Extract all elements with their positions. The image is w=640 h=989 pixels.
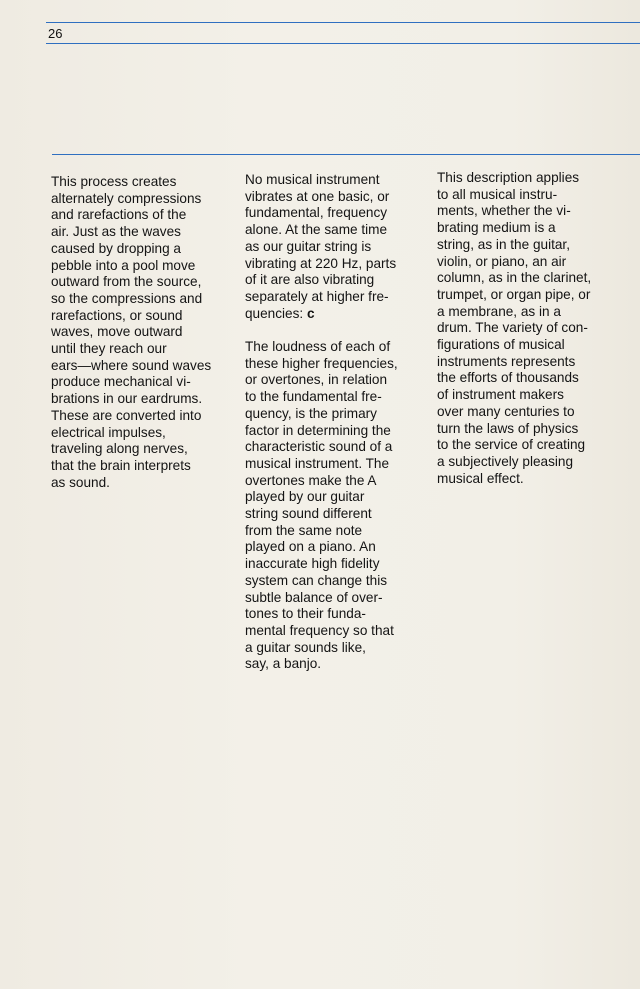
text-line: alone. At the same time bbox=[245, 222, 388, 238]
text-line: and rarefactions of the bbox=[51, 207, 187, 223]
header-rule bbox=[46, 22, 640, 23]
text-line: This process creates bbox=[51, 174, 177, 189]
text-line: column, as in the clarinet, bbox=[437, 270, 592, 286]
text-line: mental frequency so that bbox=[245, 622, 394, 638]
text-line: the efforts of thousands bbox=[437, 370, 579, 386]
text-line: caused by dropping a bbox=[51, 240, 181, 256]
text-line: string sound different bbox=[245, 506, 372, 522]
text-line: No musical instrument bbox=[245, 172, 380, 187]
text-line: rarefactions, or sound bbox=[51, 307, 183, 323]
text-line: tones to their funda- bbox=[245, 606, 366, 622]
section-rule bbox=[52, 154, 640, 155]
text-line: The loudness of each of bbox=[245, 339, 391, 355]
text-line: system can change this bbox=[245, 572, 388, 588]
text-line: drum. The variety of con- bbox=[437, 320, 588, 336]
text-line: inaccurate high fidelity bbox=[245, 556, 380, 572]
text-line: as sound. bbox=[51, 474, 110, 490]
text-line: pebble into a pool move bbox=[51, 257, 196, 273]
text-line: to all musical instru- bbox=[437, 186, 558, 202]
text-line: to the service of creating bbox=[437, 437, 586, 453]
text-column-1 bbox=[51, 174, 231, 508]
text-line: This description applies bbox=[437, 170, 580, 185]
text-line: fundamental, frequency bbox=[245, 205, 388, 221]
text-line: brating medium is a bbox=[437, 220, 556, 236]
text-line: vibrates at one basic, or bbox=[245, 188, 390, 204]
text-line: subtle balance of over- bbox=[245, 589, 383, 605]
text-line: figurations of musical bbox=[437, 337, 565, 353]
text-line: ears—where sound waves bbox=[51, 357, 212, 373]
text-line: of instrument makers bbox=[437, 387, 564, 403]
text-line: brations in our eardrums. bbox=[51, 391, 203, 407]
paragraph bbox=[245, 339, 425, 673]
text-line: played by our guitar bbox=[245, 489, 365, 505]
text-line: traveling along nerves, bbox=[51, 441, 188, 457]
text-line: of it are also vibrating bbox=[245, 272, 375, 288]
paragraph bbox=[51, 174, 231, 491]
text-line: a subjectively pleasing bbox=[437, 453, 574, 469]
paragraph bbox=[245, 172, 425, 322]
text-line: violin, or piano, an air bbox=[437, 253, 567, 269]
text-line: These are converted into bbox=[51, 407, 202, 423]
text-line: a guitar sounds like, bbox=[245, 639, 366, 655]
page-number: 26 bbox=[48, 26, 63, 41]
text-column-2 bbox=[245, 172, 425, 690]
header-rule-lower bbox=[46, 43, 640, 44]
text-line: these higher frequencies, bbox=[245, 355, 398, 371]
text-line: string, as in the guitar, bbox=[437, 236, 570, 252]
text-line: produce mechanical vi- bbox=[51, 374, 191, 390]
text-line: overtones make the A bbox=[245, 472, 377, 488]
text-line: electrical impulses, bbox=[51, 424, 166, 440]
text-line: a membrane, as in a bbox=[437, 303, 561, 319]
text-line: ments, whether the vi- bbox=[437, 203, 571, 219]
text-line: quency, is the primary bbox=[245, 405, 377, 421]
text-line: instruments represents bbox=[437, 353, 576, 369]
paragraph bbox=[437, 170, 622, 487]
text-line: vibrating at 220 Hz, parts bbox=[245, 255, 397, 271]
text-line: that the brain interprets bbox=[51, 457, 191, 473]
text-column-3 bbox=[437, 170, 622, 504]
text-line: to the fundamental fre- bbox=[245, 389, 382, 405]
text-line: alternately compressions bbox=[51, 190, 202, 206]
text-line: over many centuries to bbox=[437, 403, 575, 419]
text-line: until they reach our bbox=[51, 341, 167, 357]
text-line: characteristic sound of a bbox=[245, 439, 393, 455]
text-line: waves, move outward bbox=[51, 324, 183, 340]
text-line: say, a banjo. bbox=[245, 656, 322, 672]
text-line: quencies: c bbox=[245, 305, 315, 321]
text-line: musical effect. bbox=[437, 470, 524, 486]
text-line: trumpet, or organ pipe, or bbox=[437, 286, 591, 302]
text-line: or overtones, in relation bbox=[245, 372, 388, 388]
text-line: played on a piano. An bbox=[245, 539, 376, 555]
text-line: air. Just as the waves bbox=[51, 224, 181, 240]
text-line: so the compressions and bbox=[51, 290, 203, 306]
text-line: from the same note bbox=[245, 522, 363, 538]
text-line: as our guitar string is bbox=[245, 238, 372, 254]
text-line: musical instrument. The bbox=[245, 455, 390, 471]
text-line: factor in determining the bbox=[245, 422, 391, 438]
text-line: separately at higher fre- bbox=[245, 288, 389, 304]
figure-reference: c bbox=[306, 305, 315, 321]
text-line: outward from the source, bbox=[51, 274, 202, 290]
text-line: turn the laws of physics bbox=[437, 420, 579, 436]
